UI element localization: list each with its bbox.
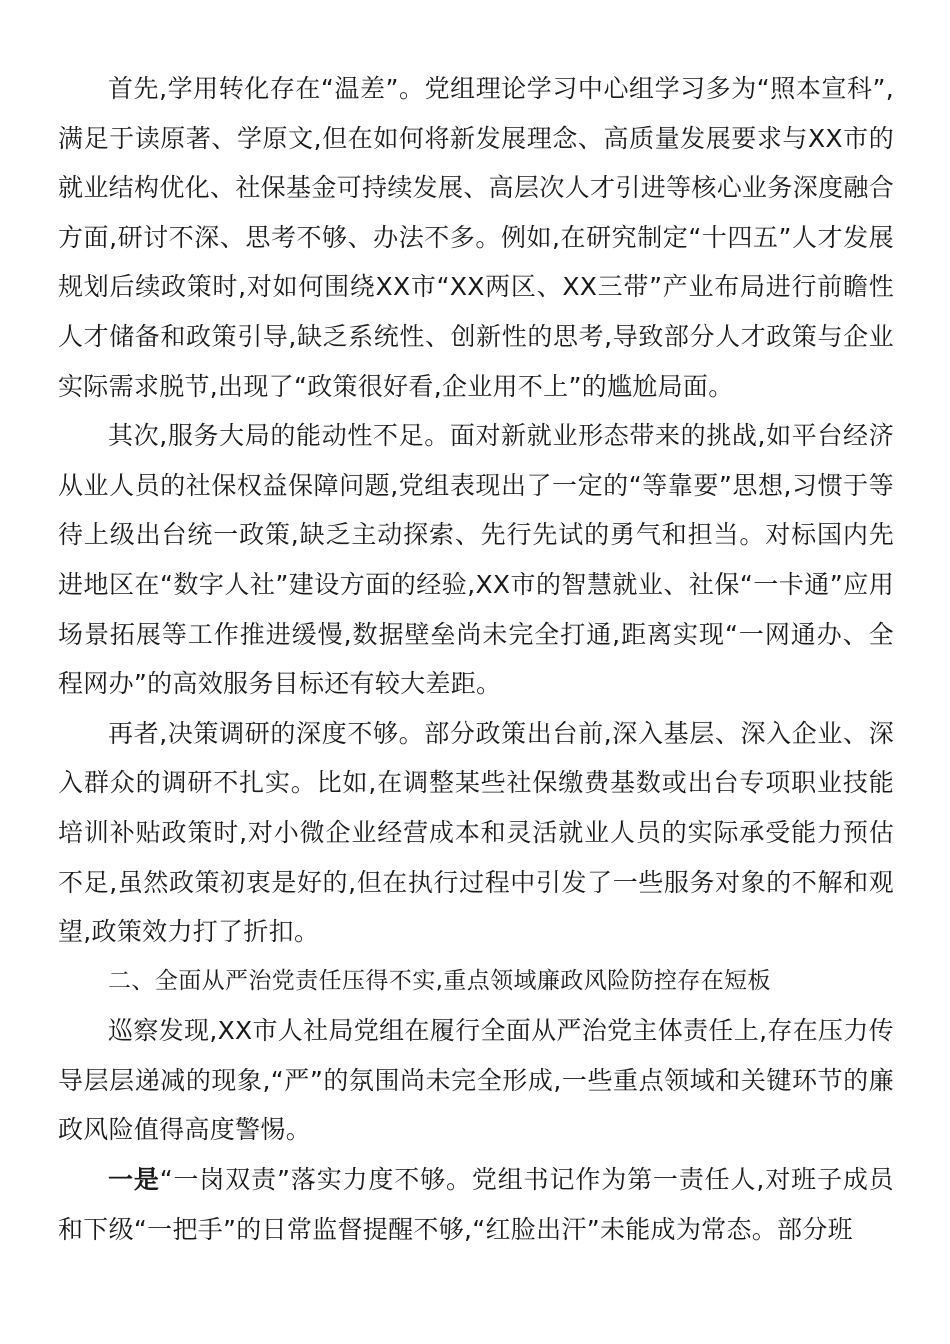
last-paragraph bbox=[58, 1155, 894, 1254]
document-page bbox=[58, 64, 894, 1254]
body-paragraph-1: 首先,学用转化存在“温差”。党组理论学习中心组学习多为“照本宣科”,满足于读原著、学原文,但在如何将新发展理念、高质量发展要求与XX市的就业结构优化、社保基金可持续发展、高层次人才引进等核心业务深度融合方面,研讨不深、思考不够、办法不多。例如,在研究制定“十四五”人才发展规划后续政策时,对如何围绕XX市“XX两区、XX三带”产业布局进行前瞻性人才储备和政策引导,缺乏系统性、创新性的思考,导致部分人才政策与企业实际需求脱节,出现了“政策很好看,企业用不上”的尴尬局面。 bbox=[58, 74, 894, 401]
body-paragraph-3: 再者,决策调研的深度不够。部分政策出台前,深入基层、深入企业、深入群众的调研不扎实。比如,在调整某些社保缴费基数或出台专项职业技能培训补贴政策时,对小微企业经营成本和灵活就业人员的实际承受能力预估不足,虽然政策初衷是好的,但在执行过程中引发了一些服务对象的不解和观望,政策效力打了折扣。 bbox=[58, 718, 894, 947]
last-paragraph-text: “一岗双责”落实力度不够。党组书记作为第一责任人,对班子成员和下级“一把手”的日常监督提醒不够,“红脸出汗”未能成为常态。部分班 bbox=[58, 1165, 894, 1244]
last-paragraph-lead: 一是 bbox=[108, 1165, 160, 1195]
section-heading: 二、全面从严治党责任压得不实,重点领域廉政风险防控存在短板 bbox=[108, 967, 771, 994]
body-paragraph-2: 其次,服务大局的能动性不足。面对新就业形态带来的挑战,如平台经济从业人员的社保权益保障问题,党组表现出了一定的“等靠要”思想,习惯于等待上级出台统一政策,缺乏主动探索、先行先试的勇气和担当。对标国内先进地区在“数字人社”建设方面的经验,XX市的智慧就业、社保“一卡通”应用场景拓展等工作推进缓慢,数据壁垒尚未完全打通,距离实现“一网通办、全程网办”的高效服务目标还有较大差距。 bbox=[58, 421, 894, 699]
section-paragraph: 巡察发现,XX市人社局党组在履行全面从严治党主体责任上,存在压力传导层层递减的现象,“严”的氛围尚未完全形成,一些重点领域和关键环节的廉政风险值得高度警惕。 bbox=[58, 1016, 894, 1145]
